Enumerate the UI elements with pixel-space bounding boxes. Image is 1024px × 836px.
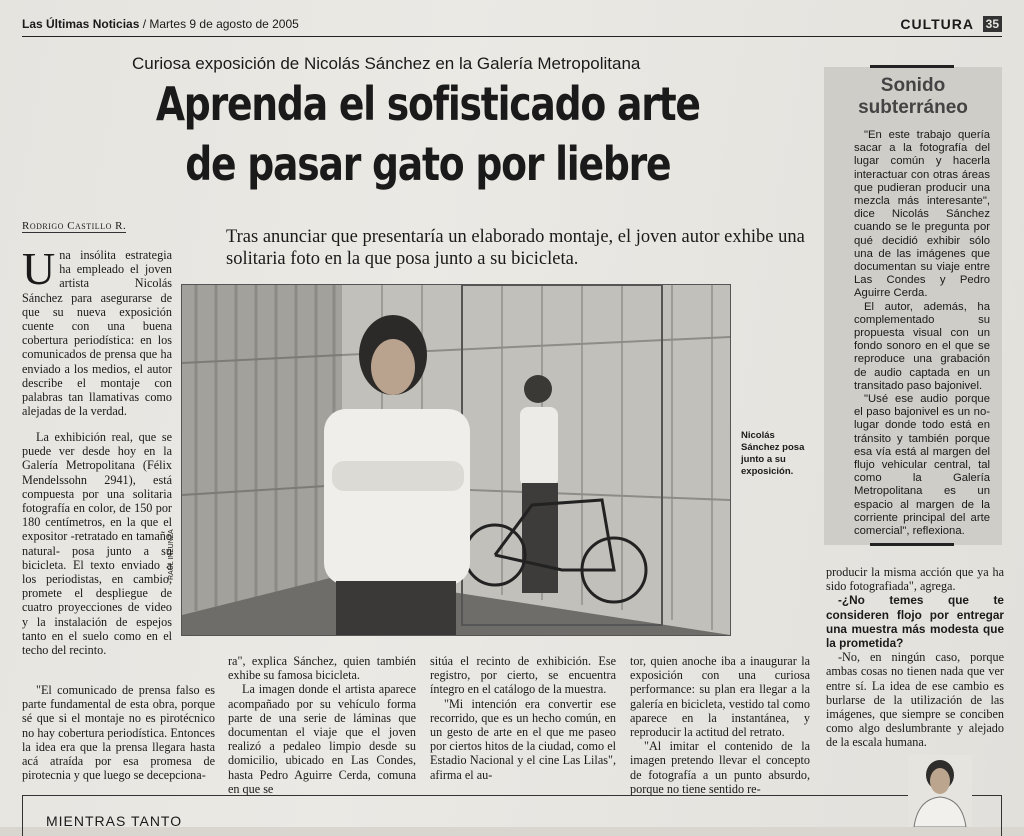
- article-column-5: [826, 565, 1004, 750]
- sidebar-bottom-rule: [870, 543, 954, 546]
- photo-credit: RAÚL INZUNZA: [168, 529, 175, 580]
- paragraph: La exhibición real, que se puede ver desde hoy en la Galería Metropolitana (Félix Mendelssohn 2941), está compuesta por una solitaria fotografía en color, de 150 por 180 centímetros, en la que el expositor -retratado en tamaño natural- posa junto a su bicicleta. El texto enviado a los periodistas, en cambio, promete el despliegue de cuatro proyecciones de video y la instalación de espejos tanto en el suelo como en el techo del recinto.: [22, 430, 172, 658]
- paragraph: "En este trabajo quería sacar a la fotografía del lugar común y hacerla interactuar con otras áreas que pudieran producir una mezcla más interesante", dice Nicolás Sánchez cuando se le pregunta por qué decidió exhibir sólo una de las imágenes que documentan su viaje entre Las Condes y Pedro Aguirre Cerda.: [854, 129, 990, 300]
- drop-cap: U: [22, 243, 56, 294]
- paragraph: tor, quien anoche iba a inaugurar la exposición con una curiosa performance: su plan era llegar a la galería en bicicleta, vestido tal como aparece en la instantánea, y reproducir la actitud del retrato.: [630, 654, 810, 740]
- article-column-1: [22, 243, 172, 419]
- paragraph: sitúa el recinto de exhibición. Ese registro, por cierto, se encuentra íntegro en el catálogo de la muestra.: [430, 654, 616, 697]
- headline: [108, 74, 748, 194]
- article-column-1c: [22, 683, 215, 782]
- article-deck: Tras anunciar que presentaría un elaborado montaje, el joven autor exhibe una solitaria foto en la que posa junto a su bicicleta.: [226, 227, 805, 269]
- headline-line-1: Aprenda el sofisticado arte: [155, 77, 700, 131]
- article-kicker: Curiosa exposición de Nicolás Sánchez en la Galería Metropolitana: [132, 54, 641, 73]
- artist-photo-image: [182, 285, 730, 635]
- paragraph: producir la misma acción que ya ha sido fotografiada", agrega.: [826, 565, 1004, 594]
- article-column-2: [228, 654, 416, 796]
- page-number: 35: [983, 16, 1002, 32]
- paragraph: "Al imitar el contenido de la imagen pretendo llevar el concepto de fotografía a un punto absurdo, porque no tiene sentido re-: [630, 739, 810, 796]
- paragraph: El autor, además, ha complementado su propuesta visual con un fondo sonoro en el que se reproduce una grabación de audio captada en un transitado paso bajonivel.: [854, 300, 990, 392]
- article-column-1b: [22, 430, 172, 657]
- headline-line-2: de pasar gato por liebre: [185, 137, 671, 191]
- paragraph: La imagen donde el artista aparece acompañado por su vehículo forma parte de una serie de láminas que documentan el viaje que el joven realizó a pedaleo limpio desde su domicilio, ubicado en Las Condes, hasta Pedro Aguirre Cerda, comuna en que se: [228, 682, 416, 796]
- masthead: Las Últimas Noticias / Martes 9 de agosto de 2005: [22, 17, 299, 31]
- section-label: CULTURA: [900, 16, 974, 32]
- article-photo: [181, 284, 731, 636]
- sidebar-body: [854, 129, 990, 538]
- paragraph: "Usé ese audio porque el paso bajonivel es un no-lugar donde todo está en tránsito y también porque esa vía está al margen del flujo vehicular central, tal como la Galería Metropolitana es un espacio al margen de la corriente principal del arte comercial", reflexiona.: [854, 393, 990, 538]
- interview-question: -¿No temes que te consideren flojo por entregar una muestra más modesta que la prometida?: [826, 593, 1004, 651]
- paragraph: ra", explica Sánchez, quien también exhibe su famosa bicicleta.: [228, 654, 416, 683]
- article-column-3: [430, 654, 616, 782]
- byline: Rodrigo Castillo R.: [22, 220, 127, 232]
- sidebar-top-rule: [870, 65, 954, 68]
- article-column-4: [630, 654, 810, 796]
- paragraph: Una insólita estrategia ha empleado el joven artista Nicolás Sánchez para asegurarse de que su nueva exposición cuente con una buena cobertura periodística: en los comunicados de prensa que ha enviado a los medios, el autor describe el montaje con palabras tan llamativas como alejadas de la verdad.: [22, 243, 172, 419]
- paragraph: -No, en ningún caso, porque ambas cosas no tienen nada que ver entre sí. La idea de ese cambio es burlarse de la utilización de las imágenes, que siempre se conciben como algo deslumbrante y alejado de la escala humana.: [826, 650, 1004, 750]
- newspaper-name: Las Últimas Noticias: [22, 17, 140, 31]
- paragraph: "Mi intención era convertir ese recorrido, que es un hecho común, en un gesto de arte en el que me paseo por ciertos hitos de la ciudad, como el Estadio Nacional y el cine Las Lilas", afirma el au-: [430, 696, 616, 782]
- sidebar-title: Sonido subterráneo: [858, 75, 968, 118]
- photo-caption: Nicolás Sánchez posa junto a su exposición.: [741, 430, 805, 477]
- page-header: [22, 14, 1002, 37]
- sidebar-box: [824, 67, 1002, 545]
- portrait-thumbnail: [908, 755, 972, 827]
- issue-date: Martes 9 de agosto de 2005: [149, 17, 299, 31]
- paragraph: "El comunicado de prensa falso es parte fundamental de esta obra, porque sé que si el montaje no es pirotécnico no hay cobertura periodística. Entonces la idea era que la prensa llegara hasta acá atraída por esa promesa de pirotecnia y que luego se decepciona-: [22, 683, 215, 783]
- bottom-section-heading: MIENTRAS TANTO: [46, 813, 183, 829]
